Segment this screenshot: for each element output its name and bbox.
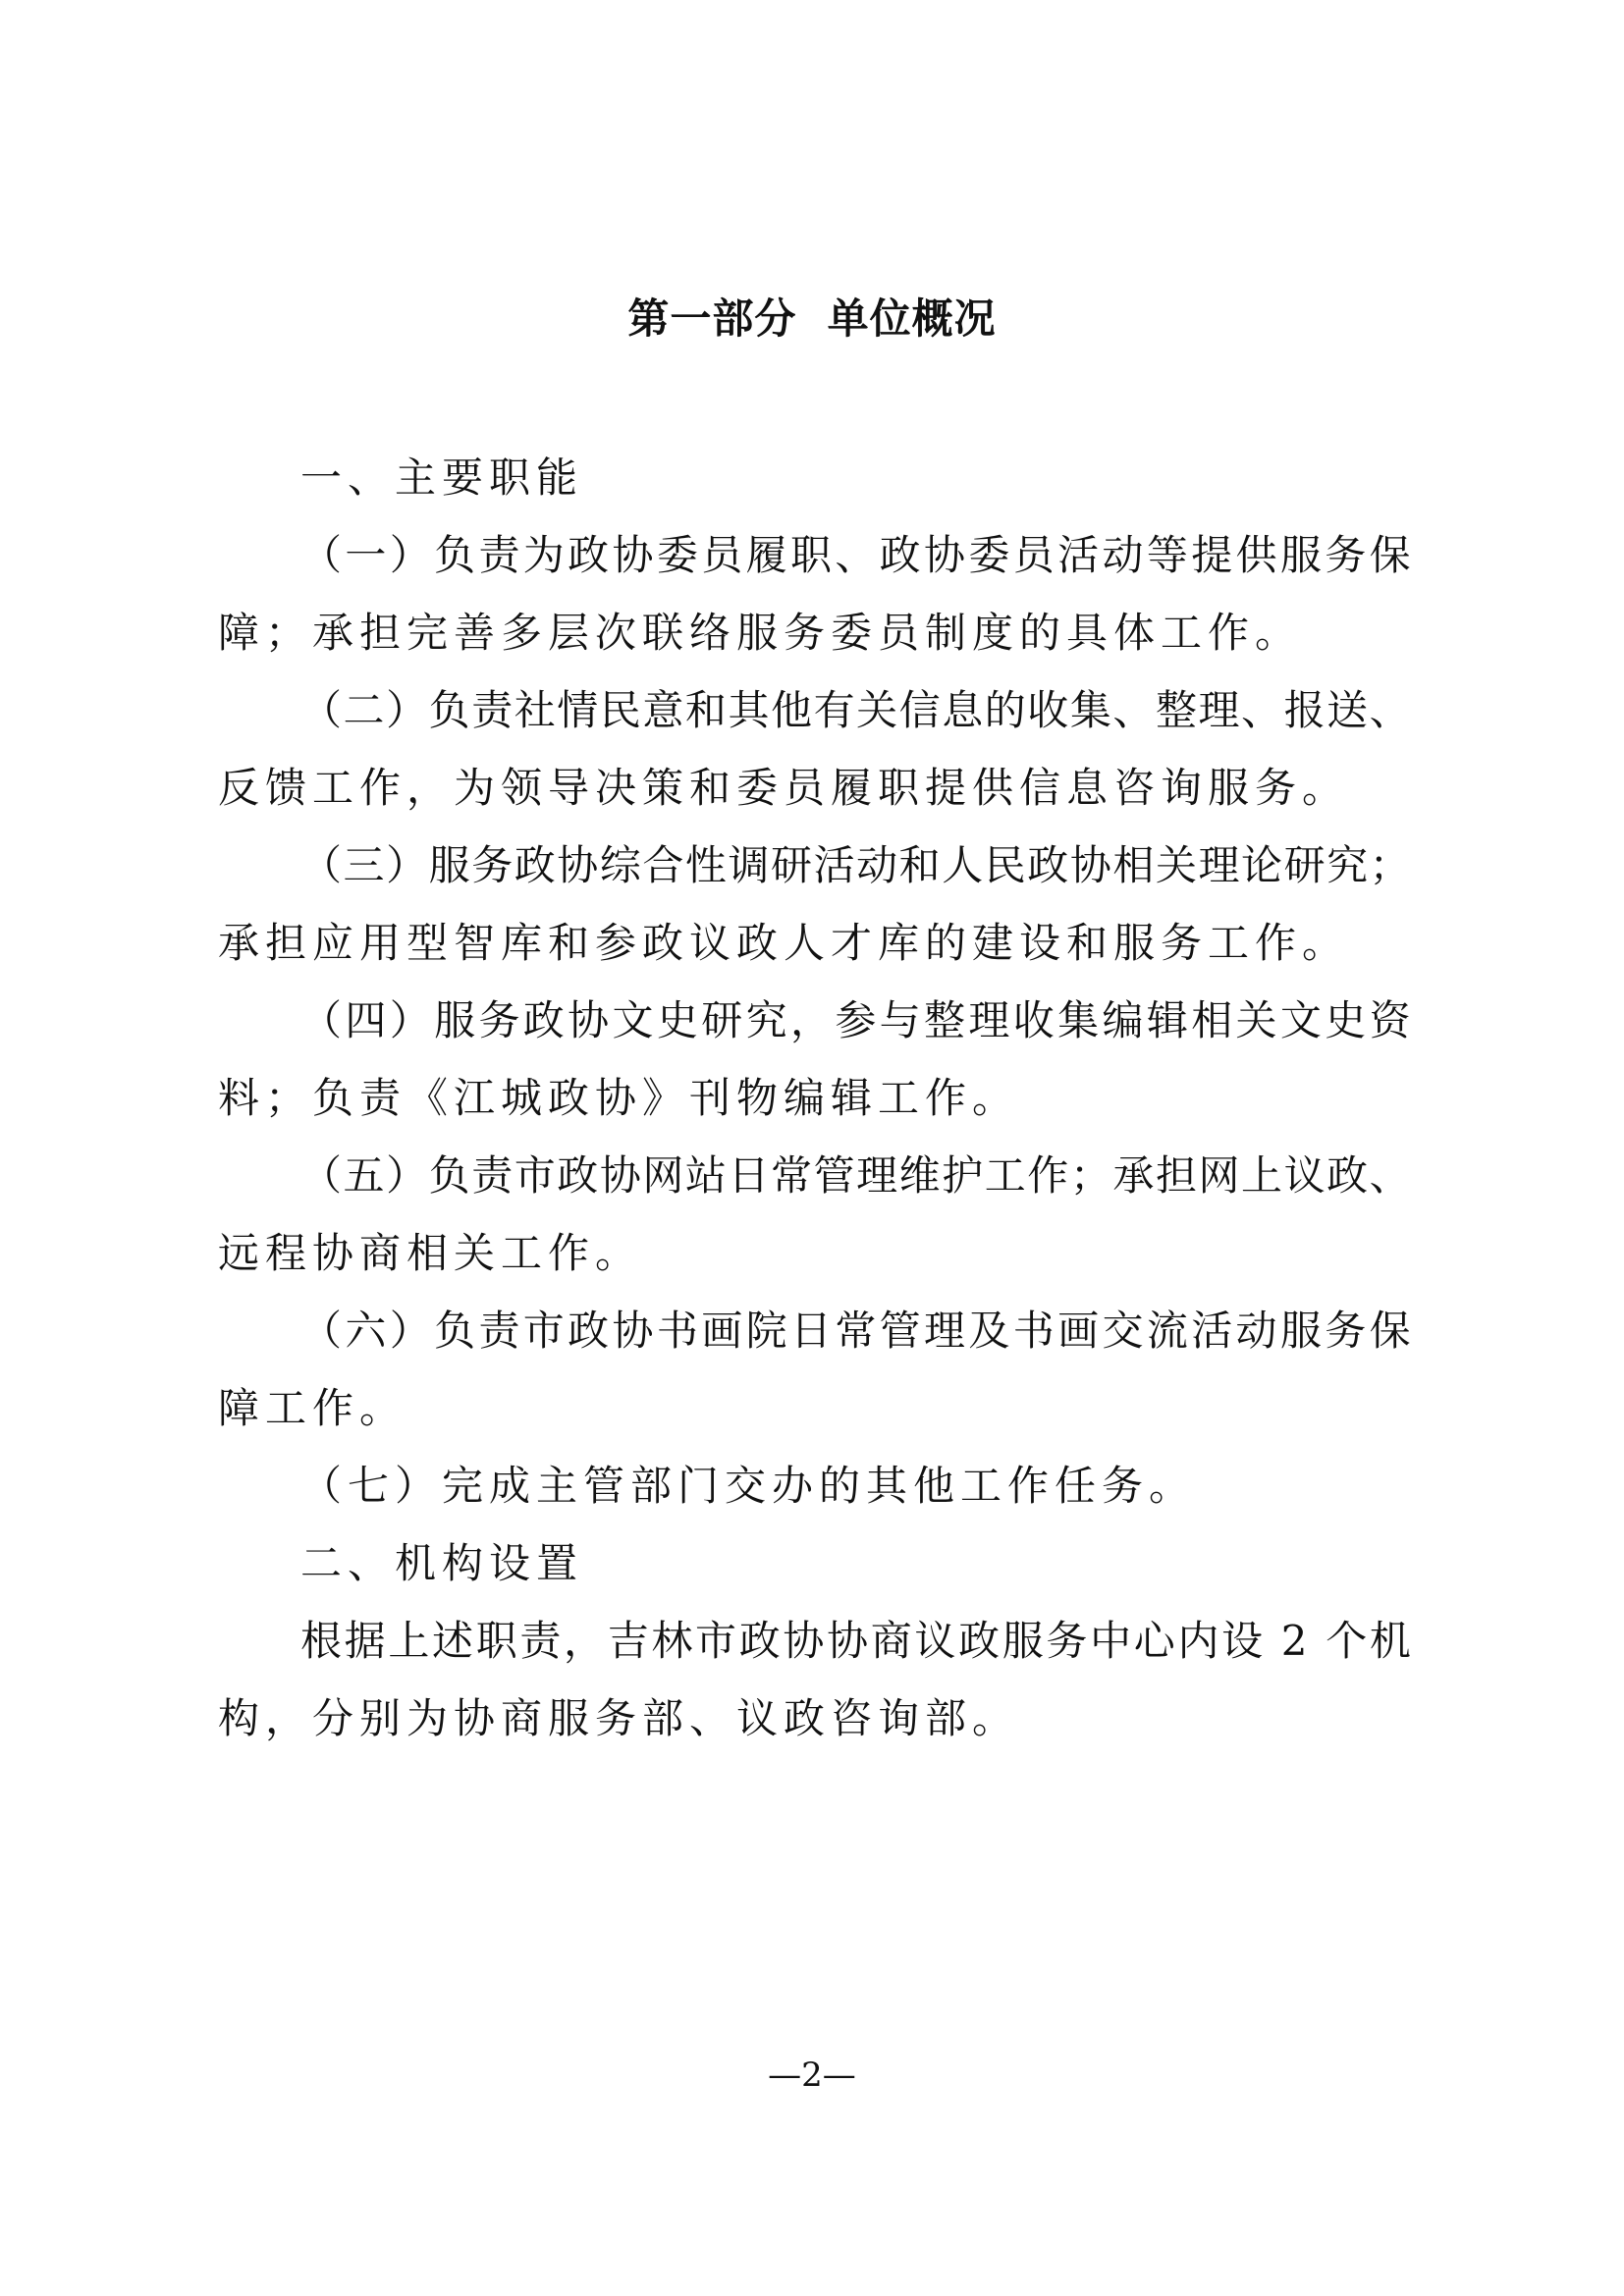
paragraph-line: 根 据 上 述 职 责 ， 吉 林 市 政 协 协 商 议 政 服 务 中 心 内 设 2 个 机 [300, 1617, 1411, 1665]
paragraph-line: 障工作。 [218, 1384, 407, 1432]
paragraph-line: 障；承担完善多层次联络服务委员制度的具体工作。 [218, 609, 1303, 657]
paragraph-line: （ 六 ） 负 责 市 政 协 书 画 院 日 常 管 理 及 书 画 交 流 活 动 服 务 保 [300, 1307, 1411, 1355]
paragraph-line: （ 三 ） 服 务 政 协 综 合 性 调 研 活 动 和 人 民 政 协 相 关 理 论 研 究 ； [300, 841, 1411, 889]
paragraph-line: 承担应用型智库和参政议政人才库的建设和服务工作。 [218, 919, 1350, 967]
paragraph-line: （ 一 ） 负 责 为 政 协 委 员 履 职 、 政 协 委 员 活 动 等 提 供 服 务 保 [300, 531, 1411, 579]
paragraph-line: （ 四 ） 服 务 政 协 文 史 研 究 ， 参 与 整 理 收 集 编 辑 相 关 文 史 资 [300, 996, 1411, 1044]
page-title: 第一部分 单位概况 [627, 294, 997, 343]
paragraph-line: 反馈工作，为领导决策和委员履职提供信息咨询服务。 [218, 764, 1350, 812]
paragraph-line: 远程协商相关工作。 [218, 1229, 643, 1277]
paragraph-line: （七）完成主管部门交办的其他工作任务。 [300, 1462, 1197, 1510]
section-heading: 二、机构设置 [300, 1539, 584, 1587]
paragraph-line: （ 五 ） 负 责 市 政 协 网 站 日 常 管 理 维 护 工 作 ； 承 担 网 上 议 政 、 [300, 1151, 1411, 1200]
paragraph-line: 料；负责《江城政协》刊物编辑工作。 [218, 1074, 1020, 1122]
page-number: —2— [768, 2056, 856, 2095]
paragraph-line: 构，分别为协商服务部、议政咨询部。 [218, 1694, 1020, 1742]
paragraph-line: （ 二 ） 负 责 社 情 民 意 和 其 他 有 关 信 息 的 收 集 、 整 理 、 报 送 、 [300, 686, 1411, 734]
section-heading: 一、主要职能 [300, 454, 584, 502]
document-body [218, 449, 1411, 1767]
